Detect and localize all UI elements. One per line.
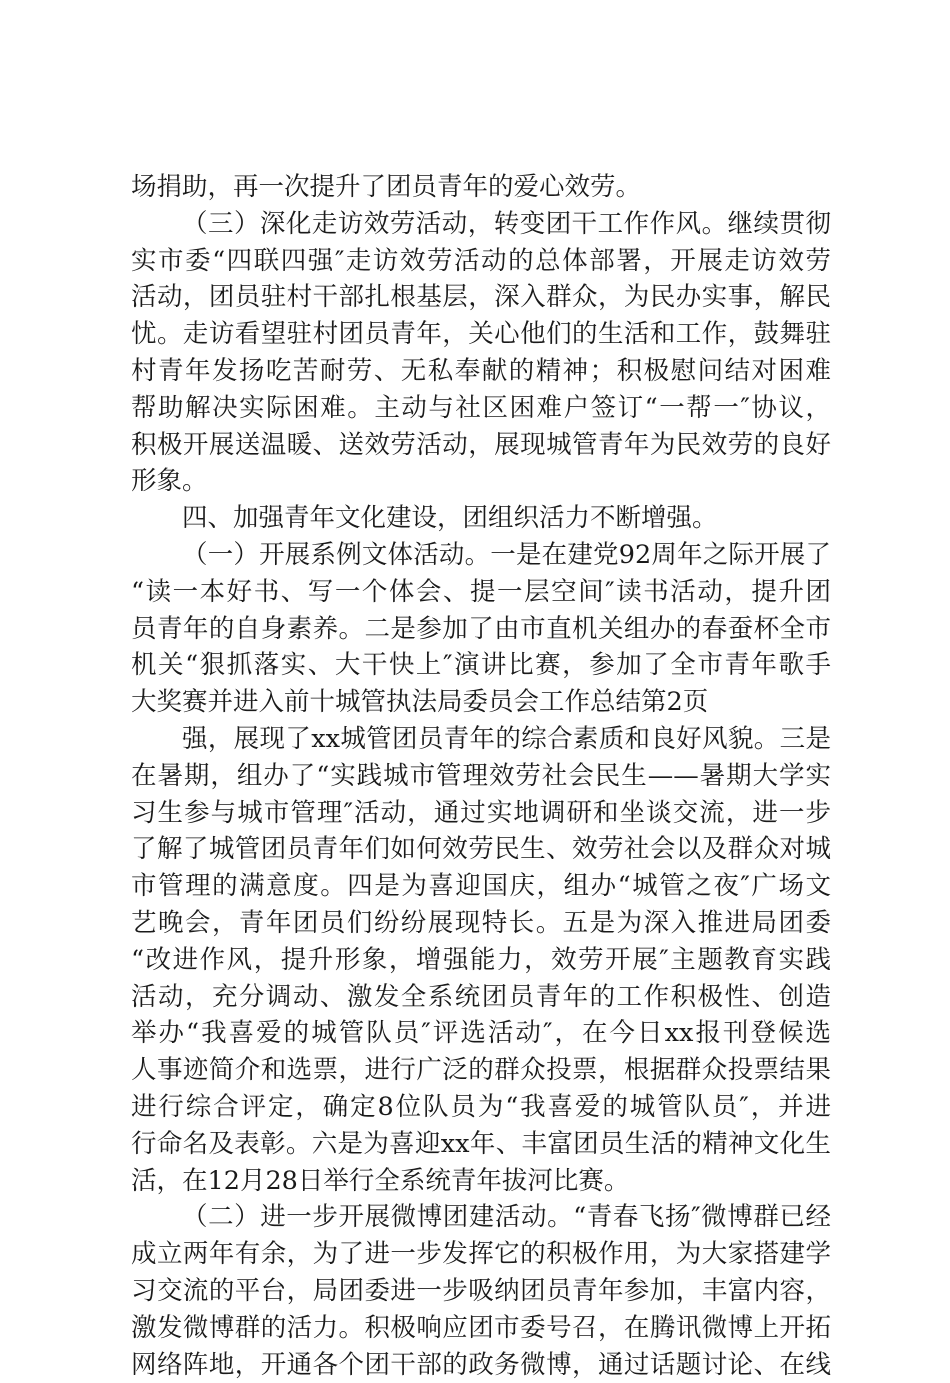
text-line: 四、加强青年文化建设，团组织活力不断增强。 [131, 500, 831, 537]
text-line: 行命名及表彰。六是为喜迎xx年、丰富团员生活的精神文化生 [131, 1126, 831, 1163]
text-line: 活动，充分调动、激发全系统团员青年的工作积极性、创造 [131, 979, 831, 1016]
text-line: 机关“狠抓落实、大干快上″演讲比赛，参加了全市青年歌手 [131, 647, 831, 684]
text-line: 市管理的满意度。四是为喜迎国庆，组办“城管之夜″广场文 [131, 868, 831, 905]
text-line: 习交流的平台，局团委进一步吸纳团员青年参加，丰富内容， [131, 1273, 831, 1310]
text-line: 激发微博群的活力。积极响应团市委号召，在腾讯微博上开拓 [131, 1310, 831, 1347]
text-line: 村青年发扬吃苦耐劳、无私奉献的精神；积极慰问结对困难 [131, 353, 831, 390]
text-line: （二）进一步开展微博团建活动。“青春飞扬″微博群已经 [131, 1199, 831, 1236]
text-line: 了解了城管团员青年们如何效劳民生、效劳社会以及群众对城 [131, 831, 831, 868]
text-line: 活，在12月28日举行全系统青年拔河比赛。 [131, 1163, 831, 1200]
text-line: 实市委“四联四强″走访效劳活动的总体部署，开展走访效劳 [131, 243, 831, 280]
text-line: 场捐助，再一次提升了团员青年的爱心效劳。 [131, 169, 831, 206]
text-line: 举办“我喜爱的城管队员″评选活动″，在今日xx报刊登候选 [131, 1015, 831, 1052]
text-line: “改进作风，提升形象，增强能力，效劳开展″主题教育实践 [131, 942, 831, 979]
text-line: 员青年的自身素养。二是参加了由市直机关组办的春蚕杯全市 [131, 611, 831, 648]
text-line: 形象。 [131, 463, 831, 500]
text-line: “读一本好书、写一个体会、提一层空间″读书活动，提升团 [131, 574, 831, 611]
text-line: 人事迹简介和选票，进行广泛的群众投票，根据群众投票结果 [131, 1052, 831, 1089]
text-line: 进行综合评定，确定8位队员为“我喜爱的城管队员″，并进 [131, 1089, 831, 1126]
text-line: 成立两年有余，为了进一步发挥它的积极作用，为大家搭建学 [131, 1236, 831, 1273]
document-body-text [131, 169, 831, 1383]
text-line: 习生参与城市管理″活动，通过实地调研和坐谈交流，进一步 [131, 795, 831, 832]
text-line: 帮助解决实际困难。主动与社区困难户签订“一帮一″协议， [131, 390, 831, 427]
text-line: 忧。走访看望驻村团员青年，关心他们的生活和工作，鼓舞驻 [131, 316, 831, 353]
text-line: 在暑期，组办了“实践城市管理效劳社会民生——暑期大学实 [131, 758, 831, 795]
text-line: 艺晚会，青年团员们纷纷展现特长。五是为深入推进局团委 [131, 905, 831, 942]
text-line: （三）深化走访效劳活动，转变团干工作作风。继续贯彻 [131, 206, 831, 243]
text-line: 网络阵地，开通各个团干部的政务微博，通过话题讨论、在线 [131, 1347, 831, 1383]
text-line: （一）开展系例文体活动。一是在建党92周年之际开展了 [131, 537, 831, 574]
text-line: 大奖赛并进入前十城管执法局委员会工作总结第2页 [131, 684, 831, 721]
text-line: 强，展现了xx城管团员青年的综合素质和良好风貌。三是 [131, 721, 831, 758]
text-line: 积极开展送温暖、送效劳活动，展现城管青年为民效劳的良好 [131, 427, 831, 464]
text-line: 活动，团员驻村干部扎根基层，深入群众，为民办实事，解民 [131, 279, 831, 316]
